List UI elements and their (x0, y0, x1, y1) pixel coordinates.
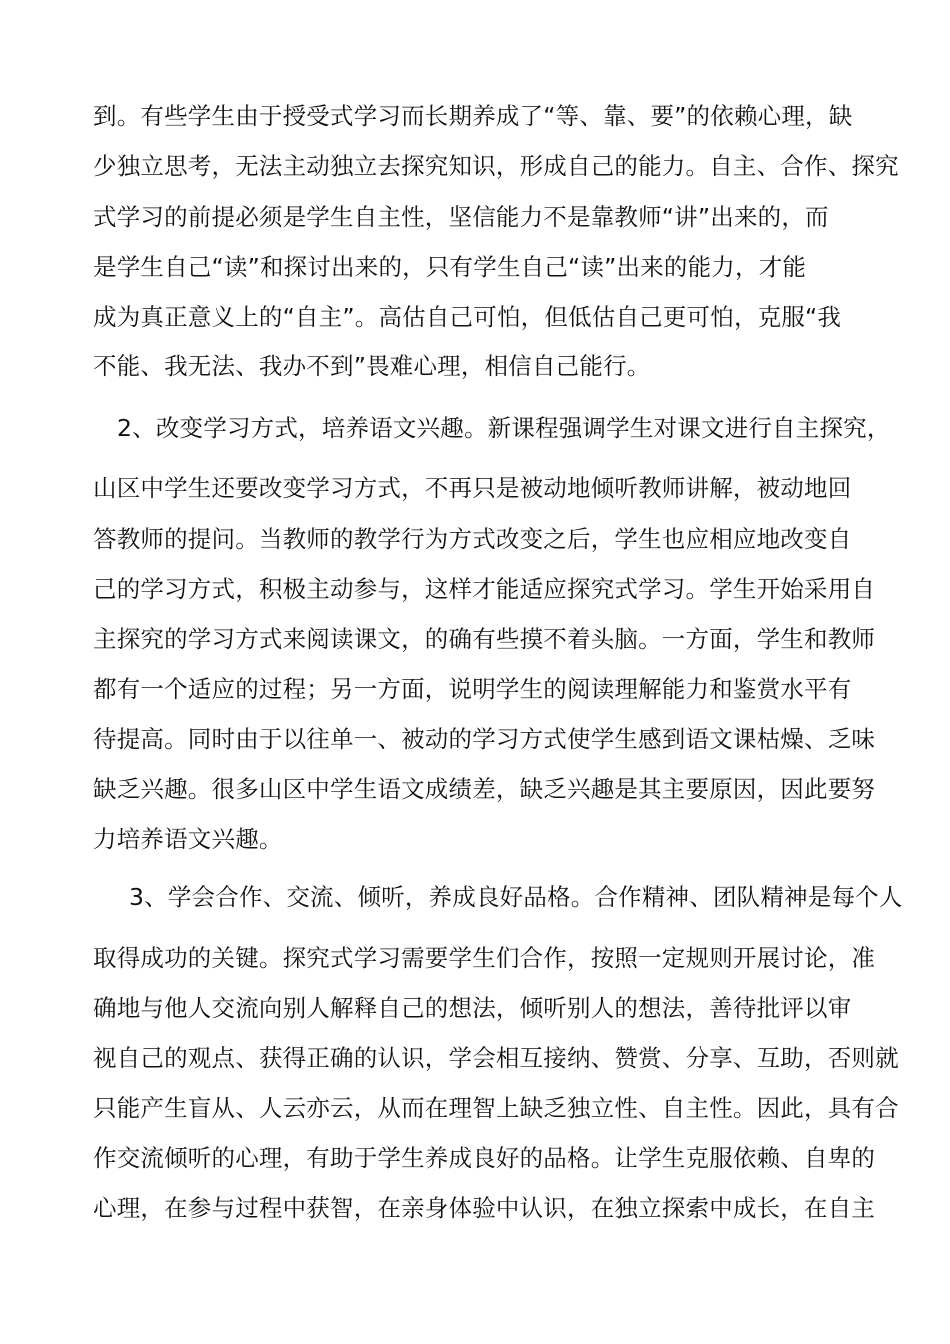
text-line: 心理，在参与过程中获智，在亲身体验中认识，在独立探索中成长，在自主 (93, 1194, 876, 1222)
text-line: 成为真正意义上的“自主”。高估自己可怕，但低估自己更可怕，克服“我 (93, 303, 842, 331)
text-line: 主探究的学习方式来阅读课文，的确有些摸不着头脑。一方面，学生和教师 (93, 625, 876, 653)
text-line: 答教师的提问。当教师的教学行为方式改变之后，学生也应相应地改变自 (93, 525, 852, 553)
text-line: 视自己的观点、获得正确的认识，学会相互接纳、赞赏、分享、互助，否则就 (93, 1044, 899, 1072)
text-line: 确地与他人交流向别人解释自己的想法，倾听别人的想法，善待批评以审 (93, 994, 852, 1022)
paragraph-heading-line: 2、改变学习方式，培养语文兴趣。新课程强调学生对课文进行自主探究， (117, 414, 891, 442)
paragraph-heading-line: 3、学会合作、交流、倾听，养成良好品格。合作精神、团队精神是每个人 (129, 883, 903, 911)
text-line: 己的学习方式，积极主动参与，这样才能适应探究式学习。学生开始采用自 (93, 575, 876, 603)
text-line: 山区中学生还要改变学习方式，不再只是被动地倾听教师讲解，被动地回 (93, 474, 852, 502)
text-line: 待提高。同时由于以往单一、被动的学习方式使学生感到语文课枯燥、乏味 (93, 725, 876, 753)
text-line: 作交流倾听的心理，有助于学生养成良好的品格。让学生克服依赖、自卑的 (93, 1144, 876, 1172)
text-line: 取得成功的关键。探究式学习需要学生们合作，按照一定规则开展讨论，准 (93, 944, 876, 972)
text-line: 力培养语文兴趣。 (93, 825, 283, 853)
text-line: 不能、我无法、我办不到”畏难心理，相信自己能行。 (93, 352, 651, 380)
text-line: 只能产生盲从、人云亦云，从而在理智上缺乏独立性、自主性。因此，具有合 (93, 1094, 899, 1122)
text-line: 是学生自己“读”和探讨出来的，只有学生自己“读”出来的能力，才能 (93, 253, 807, 281)
text-line: 少独立思考，无法主动独立去探究知识，形成自己的能力。自主、合作、探究 (93, 152, 899, 180)
text-line: 式学习的前提必须是学生自主性，坚信能力不是靠教师“讲”出来的，而 (93, 203, 829, 231)
text-line: 到。有些学生由于授受式学习而长期养成了“等、靠、要”的依赖心理，缺 (93, 102, 853, 130)
text-line: 都有一个适应的过程；另一方面，说明学生的阅读理解能力和鉴赏水平有 (93, 675, 852, 703)
text-line: 缺乏兴趣。很多山区中学生语文成绩差，缺乏兴趣是其主要原因，因此要努 (93, 775, 876, 803)
